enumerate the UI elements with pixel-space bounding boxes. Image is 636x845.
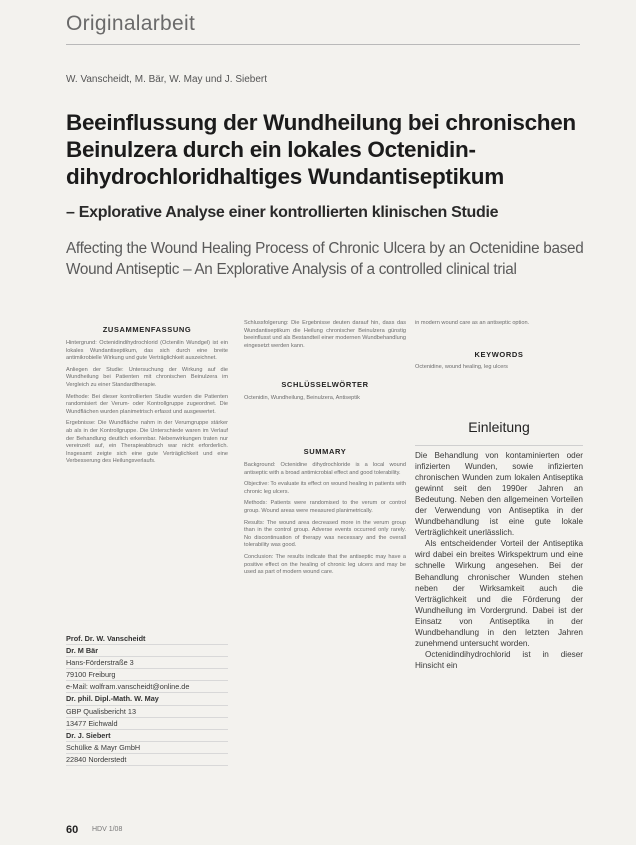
keywords-text: Octenidine, wound healing, leg ulcers	[415, 363, 508, 370]
einleitung-divider	[415, 445, 583, 446]
address-line: Schülke & Mayr GmbH	[66, 742, 228, 754]
address-line: Dr. M Bär	[66, 645, 228, 657]
summary-paragraph: Methods: Patients were randomised to the verum or control group. Wound areas were measured planimetrically.	[244, 500, 406, 514]
zusammenfassung-paragraph: Methode: Bei dieser kontrollierten Studie wurden die Patienten randomisiert der Verum- oder Kontrollgruppe zugeordnet. Die Wundflächen wurden planimetrisch erfasst und ausgewertet.	[66, 393, 228, 415]
summary-paragraph: Results: The wound area decreased more in the verum group than in the control group. Adverse events occurred only rarely. No discontinuation of therapy was necessary and the overall tolerability was good.	[244, 519, 406, 549]
english-title: Affecting the Wound Healing Process of Chronic Ulcera by an Octenidine based Wound Antiseptic – An Explorative Analysis of a controlled clinical trial	[66, 240, 584, 278]
summary-column	[244, 320, 406, 581]
author-addresses	[66, 633, 228, 766]
keywords-heading: KEYWORDS	[474, 349, 524, 359]
schluesselwoerter-heading: SCHLÜSSELWÖRTER	[281, 380, 369, 390]
summary-paragraph: Background: Octenidine dihydrochloride is a local wound antiseptic with a broad antimicrobial effect and good tolerability.	[244, 461, 406, 476]
conclusion-paragraph: Schlussfolgerung: Die Ergebnisse deuten darauf hin, dass das Wundantiseptikum die Heilung chronischer Beinulzera günstig beeinflusst und als Bestandteil einer modernen Wundbehandlung eingesetzt werden kann.	[244, 320, 406, 349]
address-line: Dr. phil. Dipl.-Math. W. May	[66, 693, 228, 705]
address-line: GBP Qualisbericht 13	[66, 706, 228, 718]
summary-continuation: in modern wound care as an antiseptic option.	[415, 320, 530, 326]
zusammenfassung-paragraph: Hintergrund: Octenidindihydrochlorid (Octenilin Wundgel) ist ein lokales Wundantiseptikum, das sich durch eine breite antimikrobielle Wirkung und gute Verträglichkeit auszeichnet.	[66, 340, 228, 362]
address-line: 13477 Eichwald	[66, 718, 228, 730]
article-subtitle: – Explorative Analyse einer kontrollierten klinischen Studie	[66, 204, 499, 221]
zusammenfassung-heading: ZUSAMMENFASSUNG	[102, 325, 192, 334]
summary-heading: SUMMARY	[303, 446, 347, 456]
address-line: Prof. Dr. W. Vanscheidt	[66, 633, 228, 645]
summary-paragraph: Conclusion: The results indicate that the antiseptic may have a positive effect on the healing of chronic leg ulcers and may be used as part of modern wound care.	[244, 553, 406, 576]
zusammenfassung-column	[66, 325, 228, 470]
einleitung-body	[415, 450, 583, 671]
einleitung-paragraph: Octenidindihydrochlorid ist in dieser Hinsicht ein	[415, 649, 583, 670]
schluesselwoerter-text: Octenidin, Wundheilung, Beinulzera, Antiseptik	[244, 395, 360, 402]
einleitung-paragraph: Als entscheidender Vorteil der Antiseptika wird dabei ein breites Wirkspektrum und eine schnelle Wirkung angesehen. Bei der Behandlung chronischer Wunden stehen neben der Wirksamkeit auch die Verträglichkeit und die Förderung der Wundheilung im Vordergrund. Dabei ist der Einsatz von Antiseptika in der Wundbehandlung in den letzten Jahren zunehmend untersucht worden.	[415, 539, 583, 648]
journal-reference: HDV 1/08	[92, 826, 123, 833]
authors: W. Vanscheidt, M. Bär, W. May und J. Siebert	[66, 74, 268, 85]
zusammenfassung-paragraph: Anliegen der Studie: Untersuchung der Wirkung auf die Wundheilung bei Patienten mit chronischen Beinulzera im Vergleich zu einer Standardtherapie.	[66, 366, 228, 388]
keywords-column	[415, 320, 583, 375]
einleitung-heading: Einleitung	[468, 419, 530, 435]
address-line: 22840 Norderstedt	[66, 754, 228, 766]
einleitung-paragraph: Die Behandlung von kontaminierten oder infizierten Wunden, sowie infizierten chronischen Wunden zum lokalen Antiseptika gewinnt seit den 1990er Jahren an Bedeutung. Neben den allgemeinen Vorteilen der Verwendung von Antiseptika in der Wundbehandlung ist eine gute lokale Verträglichkeit unerlässlich.	[415, 451, 583, 538]
address-line: Hans-Förderstraße 3	[66, 657, 228, 669]
address-email[interactable]: e-Mail: wolfram.vanscheidt@online.de	[66, 681, 228, 693]
section-divider	[66, 44, 580, 45]
article-title: Beeinflussung der Wundheilung bei chronischen Beinulzera durch ein lokales Octenidin-dihydrochloridhaltiges Wundantiseptikum	[66, 110, 576, 189]
section-label: Originalarbeit	[66, 12, 196, 35]
summary-paragraph: Objective: To evaluate its effect on wound healing in patients with chronic leg ulcers.	[244, 481, 406, 495]
page-number: 60	[66, 824, 79, 836]
address-line: 79100 Freiburg	[66, 669, 228, 681]
address-line: Dr. J. Siebert	[66, 730, 228, 742]
zusammenfassung-paragraph: Ergebnisse: Die Wundfläche nahm in der Verumgruppe stärker ab als in der Kontrollgruppe. Die Unterschiede waren im Verlauf der Behandlung deutlich erkennbar. Nebenwirkungen traten nur vereinzelt auf, ein Therapieabbruch war nicht erforderlich. Insgesamt zeigte sich eine gute Verträglichkeit und eine Verbesserung des Heilungsverlaufs.	[66, 420, 228, 465]
